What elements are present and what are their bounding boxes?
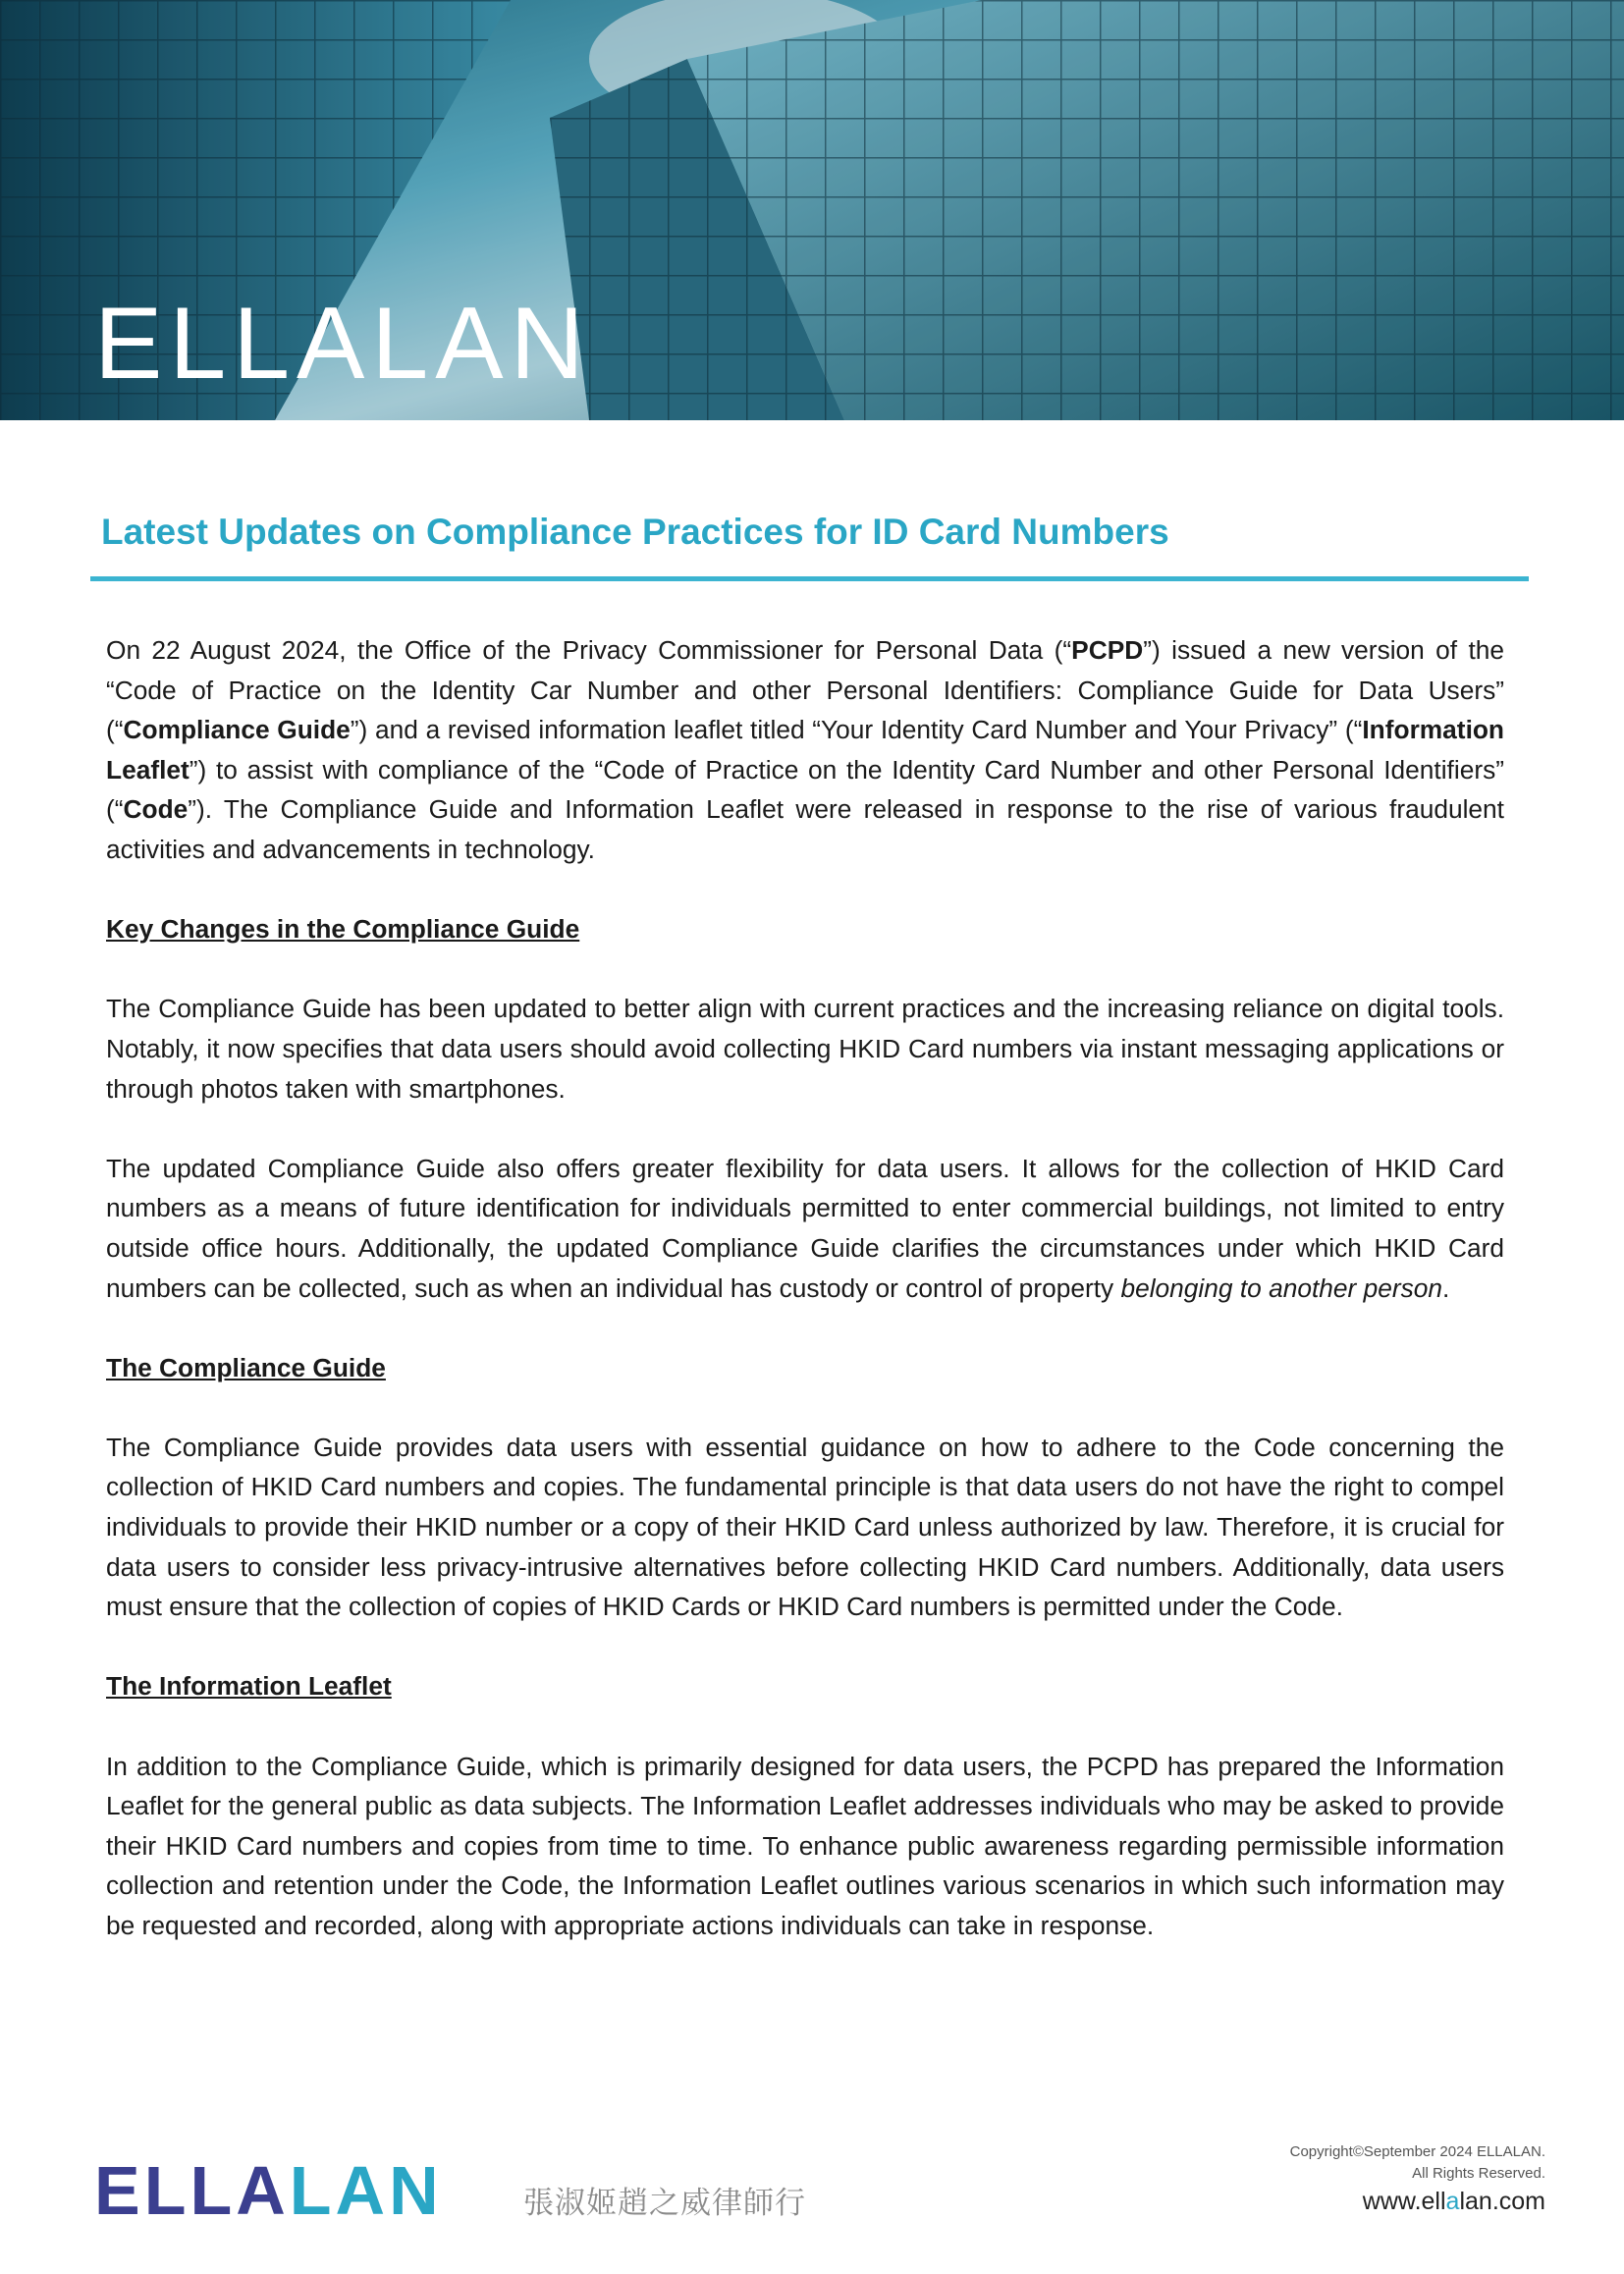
article-body xyxy=(106,630,1504,1985)
footer-logo: ELLALAN xyxy=(94,2152,443,2229)
section-heading-information-leaflet: The Information Leaflet xyxy=(106,1671,392,1702)
header-banner xyxy=(0,0,1624,420)
key-changes-paragraph-2: The updated Compliance Guide also offers greater flexibility for data users. It allows for the collection of HKID Card numbers as a means of future identification for individuals permitted to enter commercial buildings, not limited to entry outside office hours. Additionally, the updated Compliance Guide clarifies the circumstances under which HKID Card numbers can be collected, such as when an individual has custody or control of property belonging to another person. xyxy=(106,1153,1504,1303)
title-divider xyxy=(90,576,1529,581)
page-title: Latest Updates on Compliance Practices for ID Card Numbers xyxy=(101,512,1169,552)
footer-chinese-firm-name: 張淑姬趙之威律師行 xyxy=(523,2186,806,2221)
section-heading-compliance-guide: The Compliance Guide xyxy=(106,1352,386,1382)
intro-paragraph: On 22 August 2024, the Office of the Privacy Commissioner for Personal Data (“PCPD”) issued a new version of the “Code of Practice on the Identity Car Number and other Personal Identifiers: Compliance Guide for Data Users” (“Compliance Guide”) and a revised information leaflet titled “Your Identity Card Number and Your Privacy” (“Information Leaflet”) to assist with compliance of the “Code of Practice on the Identity Card Number and other Personal Identifiers” (“Code”). The Compliance Guide and Information Leaflet were released in response to the rise of various fraudulent activities and advancements in technology. xyxy=(106,635,1504,864)
section-heading-key-changes: Key Changes in the Compliance Guide xyxy=(106,914,580,945)
compliance-guide-paragraph: The Compliance Guide provides data users with essential guidance on how to adhere to the Code concerning the collection of HKID Card numbers and copies. The fundamental principle is that data users do not have the right to compel individuals to provide their HKID number or a copy of their HKID Card unless authorized by law. Therefore, it is crucial for data users to consider less privacy-intrusive alternatives before collecting HKID Card numbers. Additionally, data users must ensure that the collection of copies of HKID Cards or HKID Card numbers is permitted under the Code. xyxy=(106,1432,1504,1622)
website-link[interactable]: www.ellalan.com xyxy=(1362,2188,1545,2215)
header-logo: ELLALAN xyxy=(94,287,591,401)
information-leaflet-paragraph: In addition to the Compliance Guide, which is primarily designed for data users, the PCPD has prepared the Information Leaflet for the general public as data subjects. The Information Leaflet addresses individuals who may be asked to provide their HKID Card numbers and copies from time to time. To enhance public awareness regarding permissible information collection and retention under the Code, the Information Leaflet outlines various scenarios in which such information may be requested and recorded, along with appropriate actions individuals can take in response. xyxy=(106,1751,1504,1940)
copyright-notice: Copyright©September 2024 ELLALAN. All Rights Reserved. xyxy=(1289,2143,1545,2182)
key-changes-paragraph-1: The Compliance Guide has been updated to better align with current practices and the increasing reliance on digital tools. Notably, it now specifies that data users should avoid collecting HKID Card numbers via instant messaging applications or through photos taken with smartphones. xyxy=(106,994,1504,1104)
